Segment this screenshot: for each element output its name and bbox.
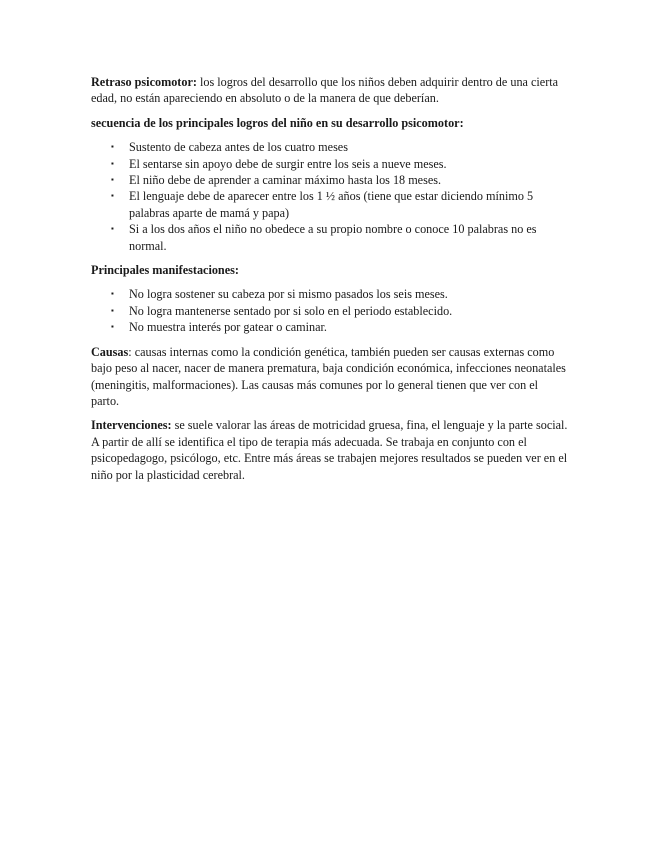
list-item: ▪ El lenguaje debe de aparecer entre los 1 ½ años (tiene que estar diciendo mínimo 5 palabras aparte de mamá y papa) bbox=[111, 189, 534, 220]
list-item: ▪ Sustento de cabeza antes de los cuatro meses bbox=[111, 140, 348, 155]
square-bullet-icon: ▪ bbox=[111, 322, 114, 332]
list-item: ▪ El sentarse sin apoyo debe de surgir entre los seis a nueve meses. bbox=[111, 156, 447, 171]
term-retraso: Retraso psicomotor: bbox=[91, 75, 197, 89]
list-item: ▪ No logra sostener su cabeza por si mismo pasados los seis meses. bbox=[111, 287, 448, 302]
list-item: ▪ El niño debe de aprender a caminar máximo hasta los 18 meses. bbox=[111, 173, 442, 188]
paragraph-retraso bbox=[91, 74, 569, 107]
text-intervenciones: se suele valorar las áreas de motricidad gruesa, fina, el lenguaje y la parte social. A partir de allí se identifica el tipo de terapia más adecuada. Se trabaja en conjunto con el psicopedagogo, psicólogo, etc. Entre más áreas se trabajen mejores resultados se pueden ver en el niño por la plasticidad cerebral. bbox=[91, 418, 568, 482]
term-intervenciones: Intervenciones: bbox=[91, 418, 172, 433]
heading-manifestaciones: Principales manifestaciones: bbox=[91, 263, 239, 278]
heading-secuencia: secuencia de los principales logros del niño en su desarrollo psicomotor: bbox=[91, 115, 464, 130]
square-bullet-icon: ▪ bbox=[111, 191, 114, 201]
paragraph-causas bbox=[91, 344, 569, 410]
square-bullet-icon: ▪ bbox=[111, 305, 114, 315]
square-bullet-icon: ▪ bbox=[111, 175, 114, 185]
list-manifestaciones bbox=[91, 286, 569, 335]
text-causas: : causas internas como la condición genética, también pueden ser causas externas como bajo peso al nacer, nacer de manera prematura, baja condición económica, infecciones neonatales (meningitis, malformaciones). Las causas más comunes por lo general tienen que ver con el parto. bbox=[91, 344, 566, 408]
square-bullet-icon: ▪ bbox=[111, 142, 114, 152]
text-retraso: los logros del desarrollo que los niños deben adquirir dentro de una cierta edad, no están apareciendo en absoluto o de la manera de que deberían. bbox=[91, 75, 559, 106]
square-bullet-icon: ▪ bbox=[111, 158, 114, 168]
square-bullet-icon: ▪ bbox=[111, 224, 114, 234]
list-secuencia bbox=[91, 139, 569, 254]
list-item: ▪ No logra mantenerse sentado por si solo en el periodo establecido. bbox=[111, 303, 453, 318]
list-item: ▪ Si a los dos años el niño no obedece a su propio nombre o conoce 10 palabras no es normal. bbox=[111, 222, 537, 253]
list-item: ▪ No muestra interés por gatear o caminar. bbox=[111, 320, 327, 335]
term-causas: Causas bbox=[91, 344, 129, 359]
square-bullet-icon: ▪ bbox=[111, 289, 114, 299]
paragraph-intervenciones bbox=[91, 417, 569, 483]
document-page bbox=[91, 74, 569, 491]
